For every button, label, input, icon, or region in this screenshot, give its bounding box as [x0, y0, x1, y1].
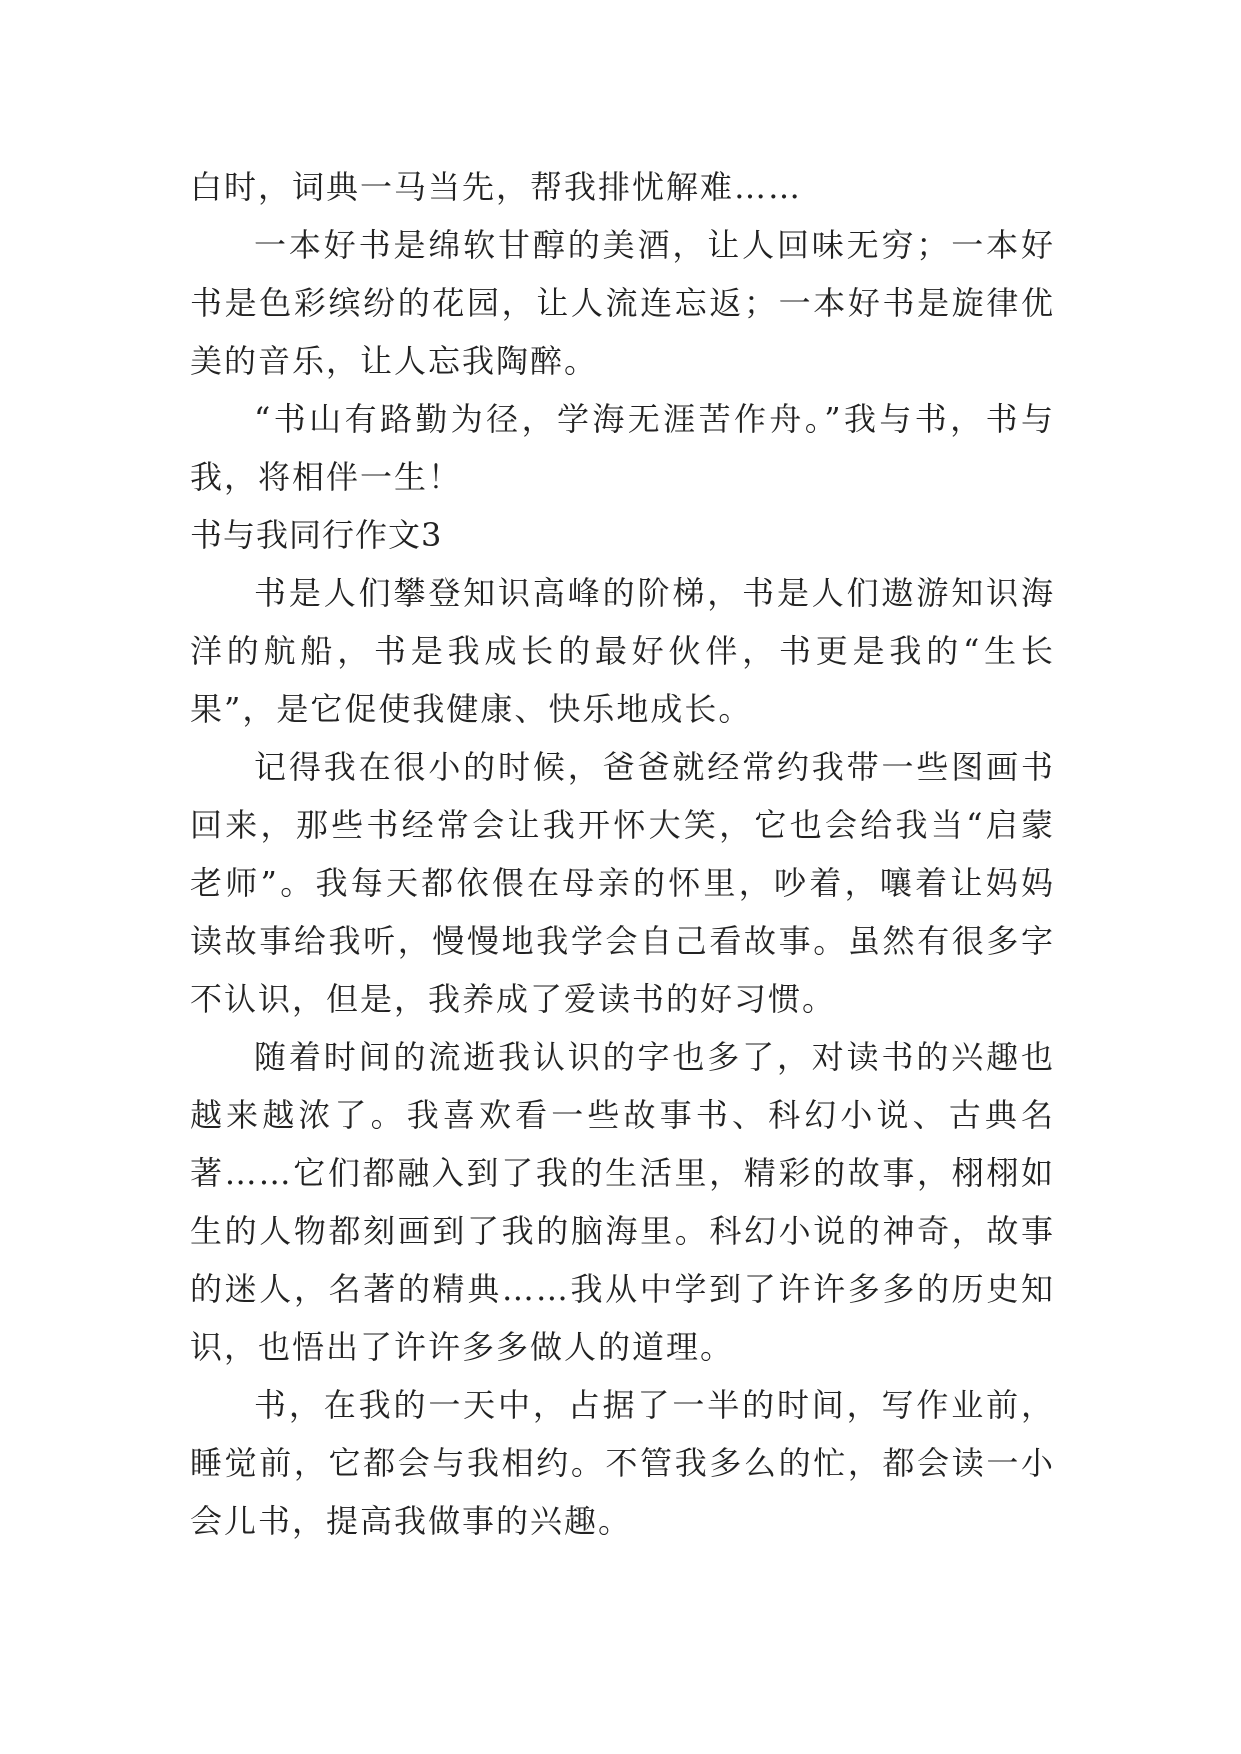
- paragraph-quote: “书山有路勤为径，学海无涯苦作舟。”我与书，书与我，将相伴一生！: [190, 400, 1055, 496]
- paragraph-book-ladder: 书是人们攀登知识高峰的阶梯，书是人们遨游知识海洋的航船，书是我成长的最好伙伴，书更是我的“生长果”，是它促使我健康、快乐地成长。: [190, 574, 1055, 728]
- paragraph-continuation: 白时，词典一马当先，帮我排忧解难……: [190, 168, 803, 206]
- section-heading: 书与我同行作文3: [190, 516, 443, 554]
- paragraph-daily-reading: 书，在我的一天中，占据了一半的时间，写作业前，睡觉前，它都会与我相约。不管我多么的忙，都会读一小会儿书，提高我做事的兴趣。: [190, 1386, 1055, 1540]
- paragraph-growing-interest: 随着时间的流逝我认识的字也多了，对读书的兴趣也越来越浓了。我喜欢看一些故事书、科幻小说、古典名著……它们都融入到了我的生活里，精彩的故事，栩栩如生的人物都刻画到了我的脑海里。科幻小说的神奇，故事的迷人，名著的精典……我从中学到了许许多多的历史知识，也悟出了许许多多做人的道理。: [190, 1038, 1055, 1366]
- document-body: [190, 158, 1055, 1550]
- paragraph-good-book: 一本好书是绵软甘醇的美酒，让人回味无穷；一本好书是色彩缤纷的花园，让人流连忘返；一本好书是旋律优美的音乐，让人忘我陶醉。: [190, 226, 1055, 380]
- paragraph-childhood: 记得我在很小的时候，爸爸就经常约我带一些图画书回来，那些书经常会让我开怀大笑，它也会给我当“启蒙老师”。我每天都依偎在母亲的怀里，吵着，嚷着让妈妈读故事给我听，慢慢地我学会自己看故事。虽然有很多字不认识，但是，我养成了爱读书的好习惯。: [190, 748, 1055, 1018]
